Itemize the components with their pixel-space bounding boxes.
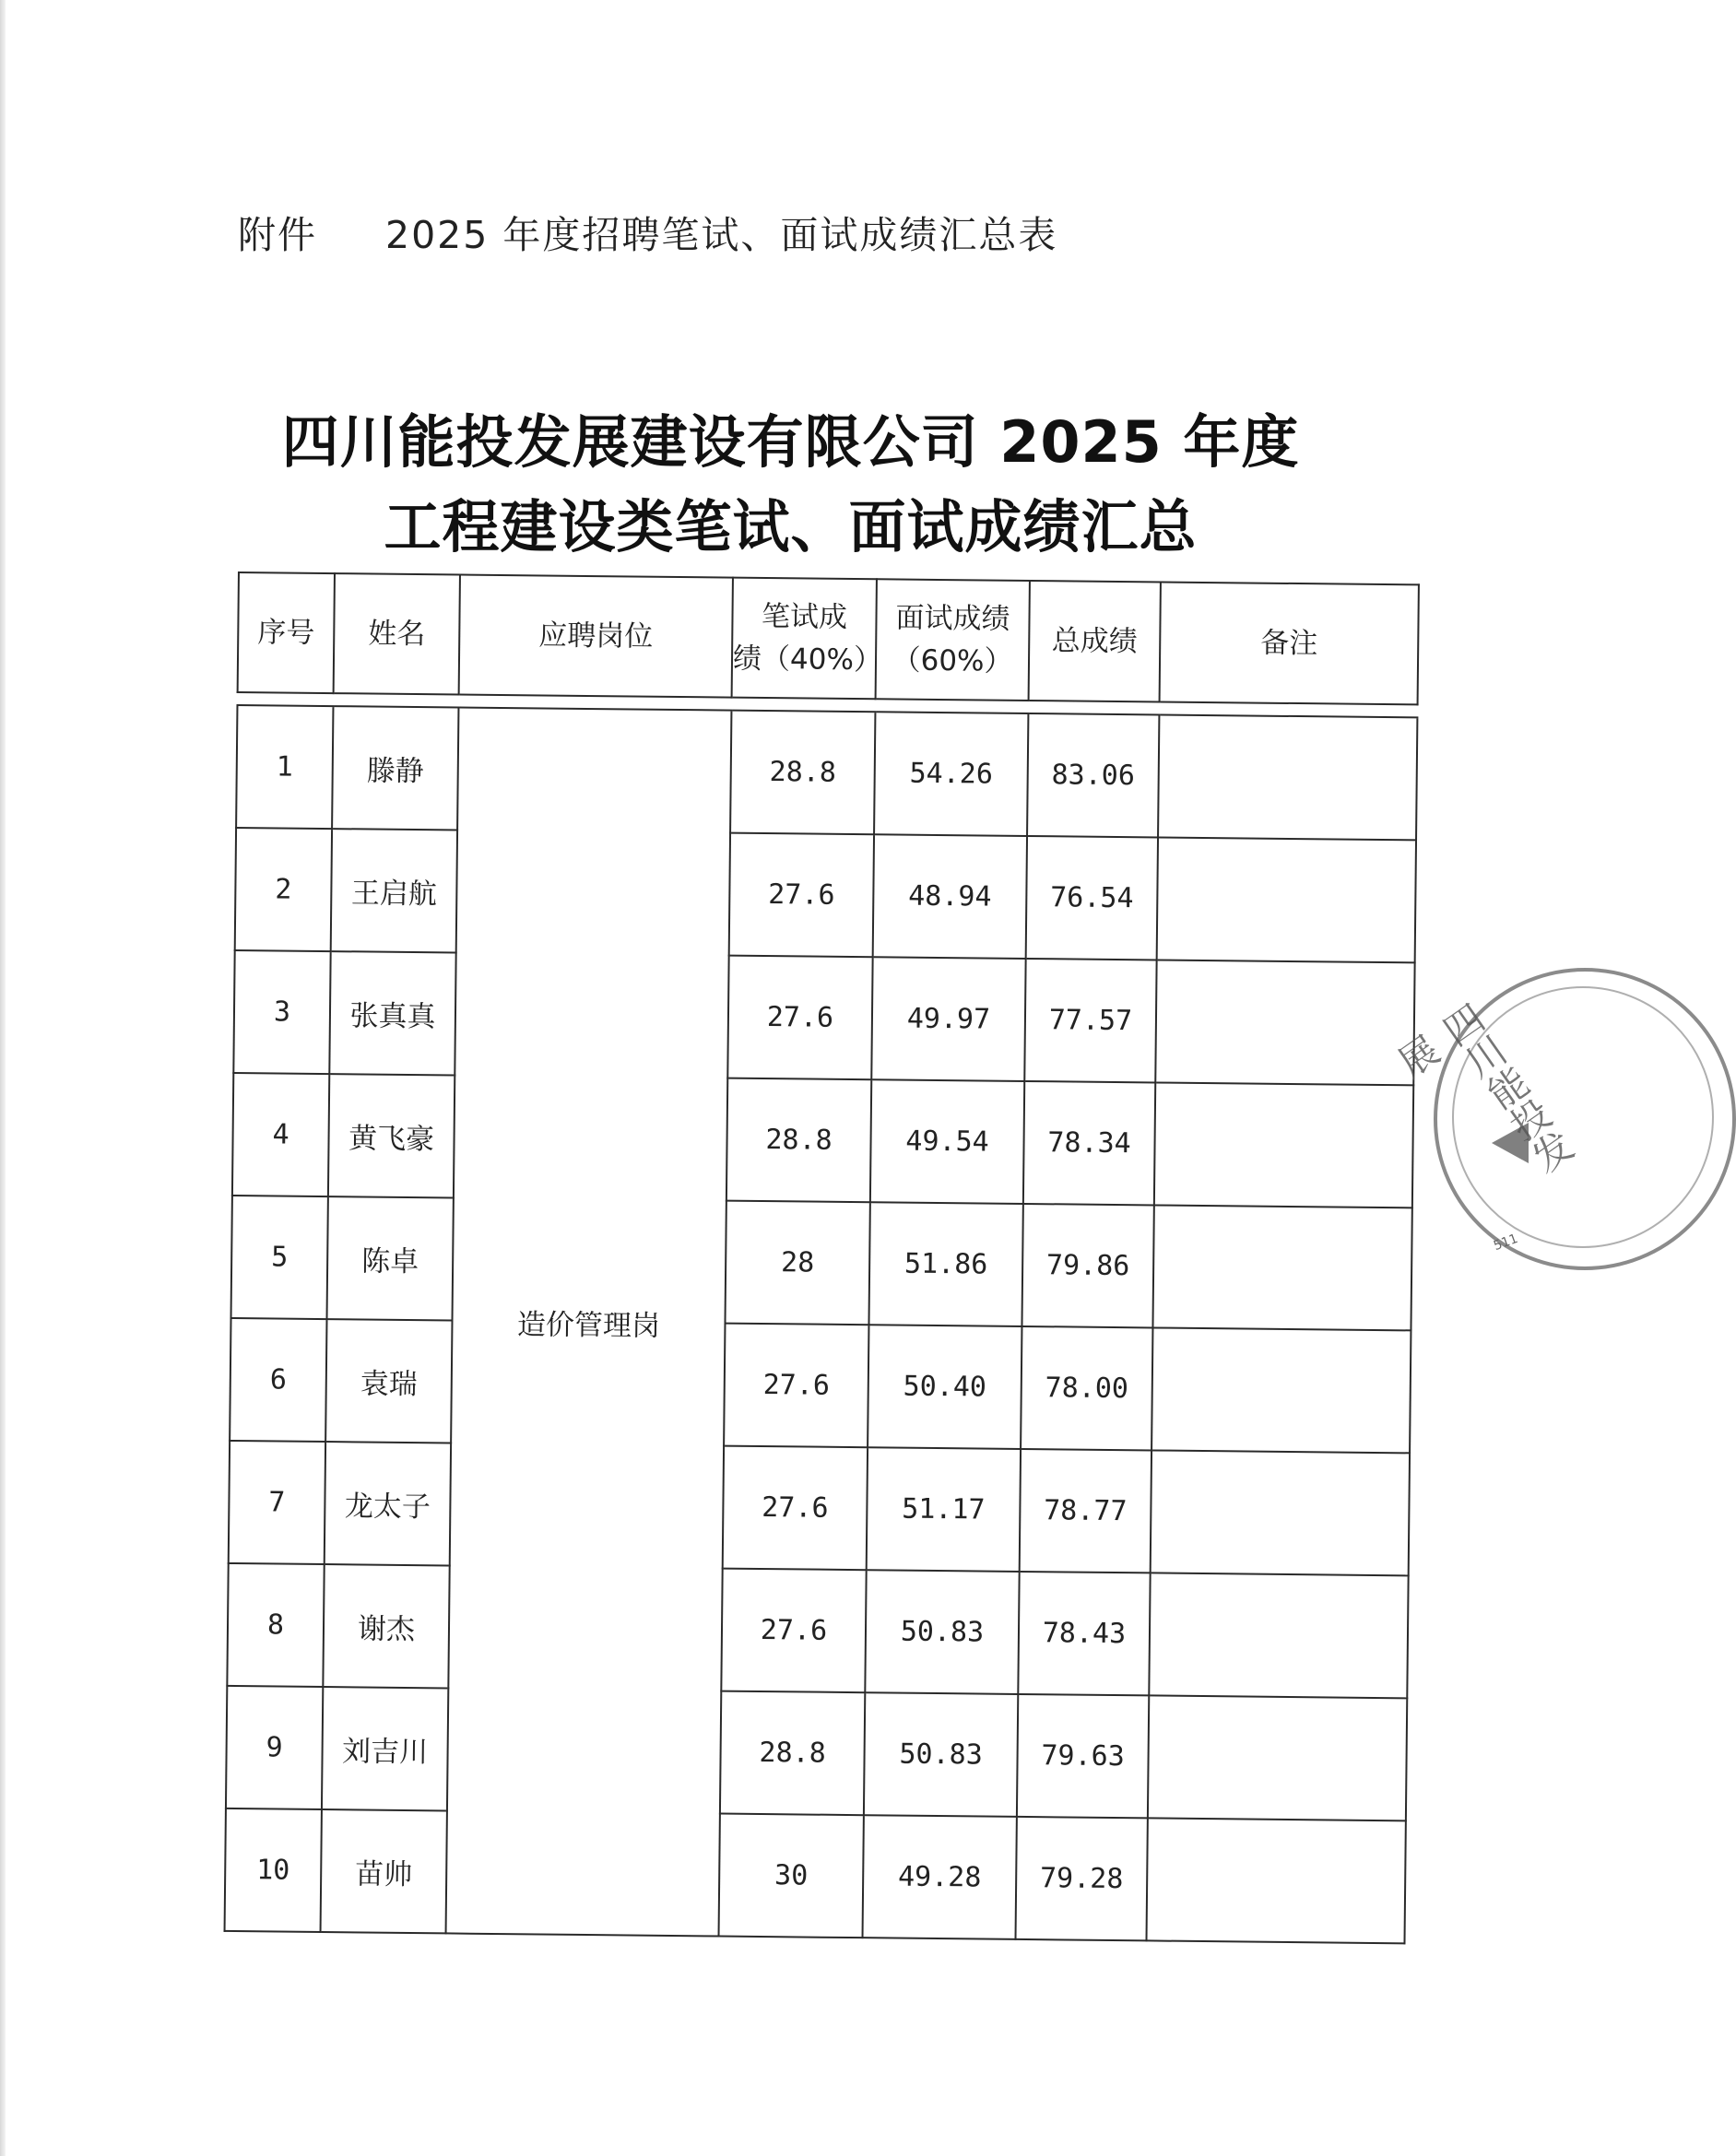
cell-seq: 8 <box>227 1563 324 1687</box>
cell-name: 滕静 <box>332 706 458 830</box>
cell-written: 27.6 <box>729 833 874 958</box>
cell-total: 79.63 <box>1017 1694 1149 1818</box>
header-position: 应聘岗位 <box>459 575 733 698</box>
cell-name: 王启航 <box>331 829 457 952</box>
cell-written: 28.8 <box>726 1078 871 1203</box>
cell-interview: 49.54 <box>870 1079 1024 1204</box>
cell-remark <box>1152 1205 1411 1330</box>
cell-interview: 51.86 <box>868 1202 1022 1326</box>
cell-seq: 4 <box>232 1073 329 1196</box>
cell-name: 谢杰 <box>323 1564 449 1688</box>
cell-seq: 10 <box>225 1808 322 1932</box>
table-row <box>227 1563 1408 1698</box>
cell-name: 陈卓 <box>327 1196 454 1320</box>
cell-name: 张真真 <box>329 951 455 1075</box>
cell-remark <box>1148 1695 1407 1820</box>
cell-name: 刘吉川 <box>322 1687 448 1810</box>
table-row <box>232 1073 1413 1208</box>
attachment-title: 2025 年度招聘笔试、面试成绩汇总表 <box>385 213 1058 257</box>
cell-interview: 50.40 <box>868 1325 1022 1449</box>
attachment-label: 附件 <box>238 213 317 257</box>
header-interview-line1: 面试成绩 <box>895 601 1010 636</box>
cell-seq: 1 <box>236 705 333 829</box>
cell-written: 28.8 <box>720 1691 865 1816</box>
table-header-row <box>238 572 1419 704</box>
cell-seq: 6 <box>230 1318 326 1442</box>
cell-interview: 50.83 <box>865 1570 1019 1694</box>
cell-written: 27.6 <box>721 1569 866 1693</box>
scan-edge <box>0 0 6 2156</box>
table-row <box>225 1808 1406 1943</box>
attachment-heading <box>238 205 1057 259</box>
cell-interview: 49.97 <box>871 957 1025 1081</box>
table-row <box>231 1196 1412 1330</box>
cell-name: 苗帅 <box>321 1809 447 1933</box>
cell-written: 27.6 <box>727 956 872 1080</box>
cell-total: 78.43 <box>1018 1572 1150 1695</box>
cell-interview: 48.94 <box>873 834 1027 959</box>
cell-total: 78.00 <box>1021 1326 1152 1450</box>
header-interview <box>876 579 1030 701</box>
header-remarks: 备注 <box>1160 582 1419 704</box>
cell-remark <box>1157 837 1416 962</box>
cell-written: 28.8 <box>730 711 875 835</box>
cell-total: 77.57 <box>1024 959 1156 1082</box>
cell-position: 造价管理岗 <box>446 708 732 1937</box>
cell-remark <box>1149 1573 1408 1698</box>
cell-seq: 3 <box>233 950 330 1074</box>
cell-total: 78.77 <box>1020 1449 1151 1573</box>
table-row <box>229 1441 1410 1575</box>
cell-name: 袁瑞 <box>325 1319 452 1443</box>
company-seal-text: 四川能投发展 <box>1387 996 1580 1182</box>
cell-written: 27.6 <box>723 1446 868 1571</box>
header-written-line2: 绩（40%） <box>732 642 883 677</box>
cell-remark <box>1155 960 1414 1085</box>
table-row <box>233 950 1414 1085</box>
cell-name: 黄飞豪 <box>328 1074 455 1197</box>
table-row <box>230 1318 1411 1453</box>
header-interview-line2: （60%） <box>892 643 1013 678</box>
cell-total: 79.86 <box>1022 1204 1153 1327</box>
score-table <box>224 571 1420 1944</box>
cell-remark <box>1151 1327 1411 1453</box>
document-title-line2: 工程建设类笔试、面试成绩汇总 <box>384 493 1198 560</box>
table-row <box>235 828 1416 962</box>
cell-interview: 51.17 <box>867 1447 1021 1572</box>
cell-total: 83.06 <box>1027 713 1159 837</box>
cell-seq: 2 <box>235 828 332 951</box>
cell-remark <box>1158 714 1417 840</box>
header-written-line1: 笔试成 <box>761 599 848 634</box>
cell-written: 27.6 <box>724 1324 868 1448</box>
cell-interview: 50.83 <box>864 1692 1018 1817</box>
cell-name: 龙太子 <box>325 1442 451 1565</box>
cell-written: 30 <box>719 1814 864 1938</box>
cell-seq: 9 <box>226 1686 323 1809</box>
cell-total: 79.28 <box>1016 1817 1148 1940</box>
document-title-line1: 四川能投发展建设有限公司 2025 年度 <box>281 408 1300 476</box>
cell-total: 78.34 <box>1023 1081 1155 1205</box>
cell-written: 28 <box>725 1201 869 1325</box>
seal-star-icon <box>1492 1123 1529 1163</box>
header-written <box>732 578 883 700</box>
header-seq: 序号 <box>238 572 335 693</box>
cell-interview: 49.28 <box>863 1815 1017 1939</box>
header-name: 姓名 <box>334 573 460 694</box>
header-total: 总成绩 <box>1029 581 1161 701</box>
cell-seq: 7 <box>229 1441 325 1564</box>
cell-remark <box>1146 1818 1405 1943</box>
cell-seq: 5 <box>231 1196 328 1319</box>
cell-remark <box>1154 1082 1413 1208</box>
company-seal-code: 511 <box>1492 1231 1520 1255</box>
cell-interview: 54.26 <box>874 712 1028 836</box>
cell-remark <box>1151 1450 1410 1575</box>
table-row <box>226 1686 1407 1820</box>
table-row <box>236 705 1417 840</box>
cell-total: 76.54 <box>1026 836 1158 960</box>
